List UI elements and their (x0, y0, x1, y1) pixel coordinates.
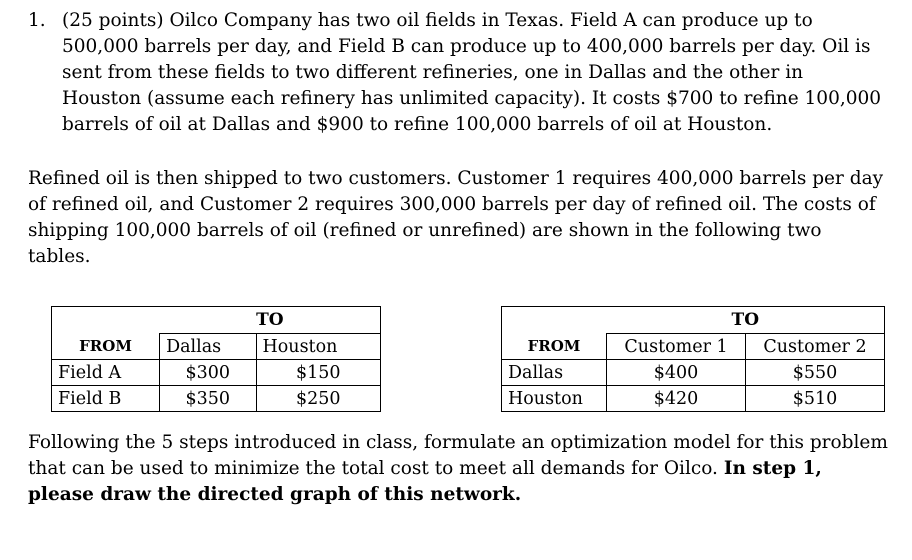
table-row (52, 386, 381, 412)
table-corner (52, 307, 160, 334)
table-corner (502, 307, 607, 334)
table-row (52, 360, 381, 386)
column-header: Customer 2 (746, 334, 885, 360)
cost-cell: $420 (607, 386, 746, 412)
to-header: TO (160, 307, 381, 334)
from-header: FROM (502, 334, 607, 360)
row-label: Houston (502, 386, 607, 412)
problem-text: (25 points) Oilco Company has two oil fields in Texas. Field A can produce up to 500,000 barrels per day, and Field B can produce up to 400,000 barrels per day. Oil is sent from these fields to two different refineries, one in Dallas and the other in Houston (assume each refinery has unlimited capacity). It costs $700 to refine 100,000 barrels of oil at Dallas and $900 to refine 100,000 barrels of oil at Houston. (62, 10, 882, 135)
column-header: Dallas (160, 334, 256, 360)
cost-cell: $150 (256, 360, 381, 386)
paragraph-shipping: Refined oil is then shipped to two customers. Customer 1 requires 400,000 barrels per day of refined oil, and Customer 2 requires 300,000 barrels per day of refined oil. The costs of shipping 100,000 barrels of oil (refined or unrefined) are shown in the following two tables. (28, 168, 884, 267)
row-label: Dallas (502, 360, 607, 386)
instructions-text: Following the 5 steps introduced in class, formulate an optimization model for this problem that can be used to minimize the total cost to meet all demands for Oilco. (28, 432, 888, 479)
to-header: TO (607, 307, 885, 334)
problem-statement (28, 8, 888, 138)
field-to-refinery-cost-table (51, 306, 381, 412)
refinery-to-customer-cost-table (501, 306, 885, 412)
table-row (502, 360, 885, 386)
cost-cell: $300 (160, 360, 256, 386)
table-row (502, 386, 885, 412)
problem-number: 1. (28, 10, 46, 31)
row-label: Field A (52, 360, 160, 386)
cost-cell: $250 (256, 386, 381, 412)
from-header: FROM (52, 334, 160, 360)
row-label: Field B (52, 386, 160, 412)
cost-cell: $550 (746, 360, 885, 386)
cost-cell: $350 (160, 386, 256, 412)
paragraph-instructions (28, 430, 888, 508)
instructions-bold-text: In step 1, please draw the directed graph of this network. (28, 458, 822, 505)
cost-cell: $510 (746, 386, 885, 412)
column-header: Customer 1 (607, 334, 746, 360)
cost-cell: $400 (607, 360, 746, 386)
column-header: Houston (256, 334, 381, 360)
